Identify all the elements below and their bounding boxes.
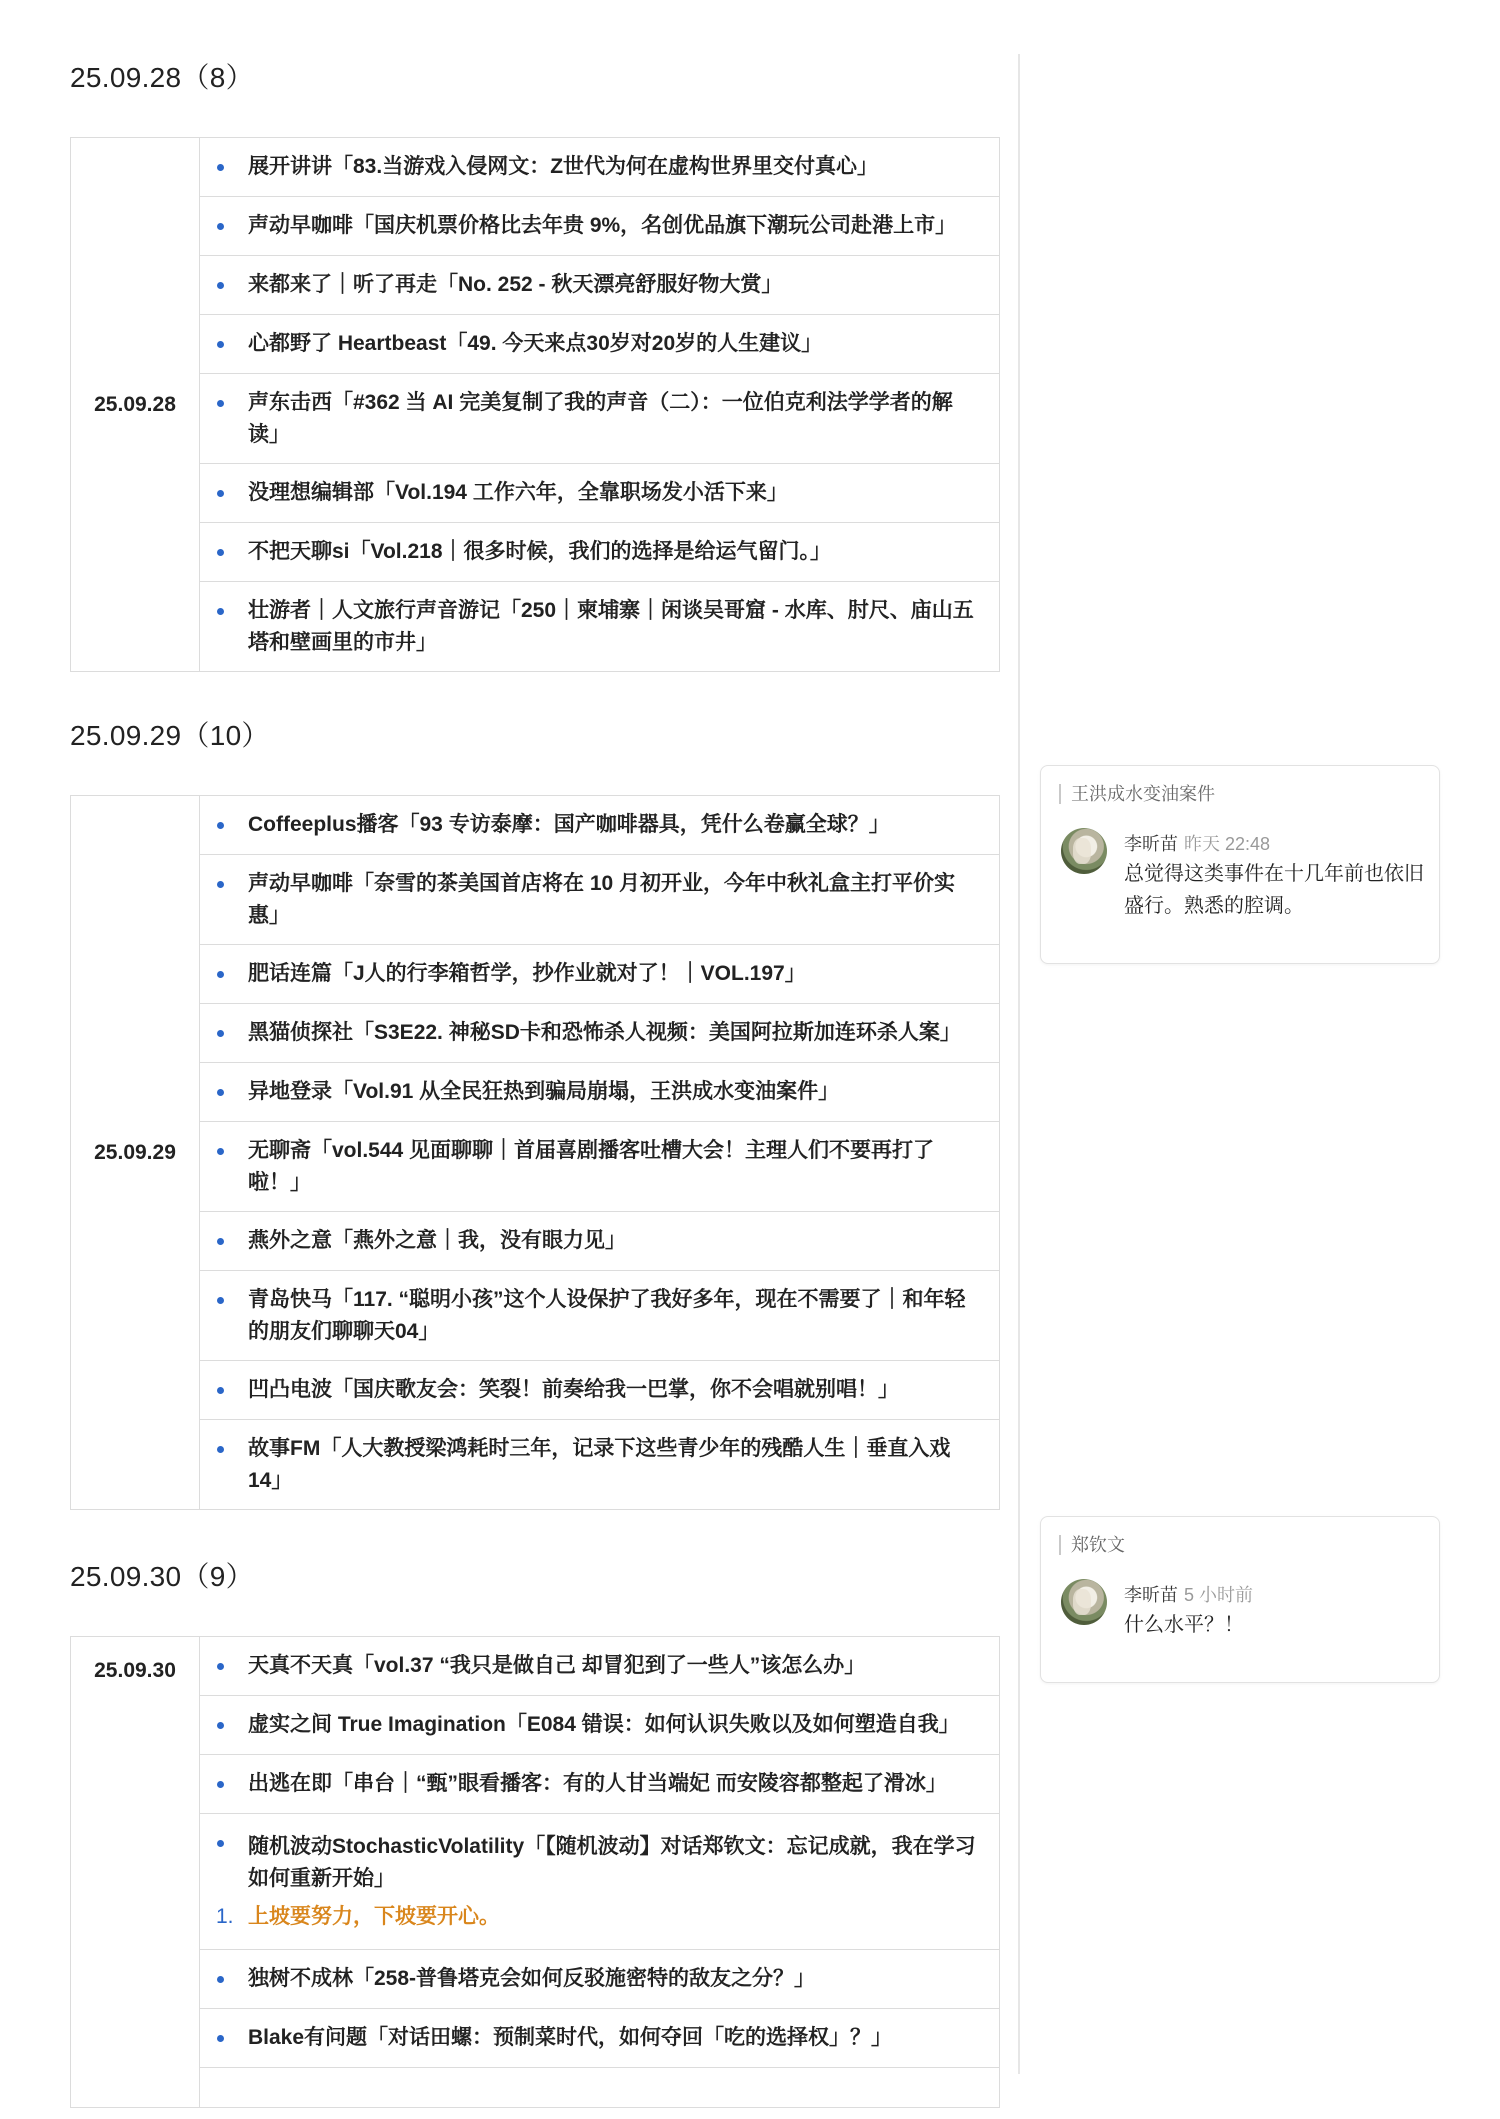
avatar xyxy=(1061,828,1107,874)
bullet-icon xyxy=(217,1387,224,1394)
bullet-icon xyxy=(217,549,224,556)
list-item: 天真不天真「vol.37 “我只是做自己 却冒犯到了一些人”该怎么办」 xyxy=(200,1637,1000,1696)
comment-time: 昨天 22:48 xyxy=(1184,834,1271,854)
note-number: 1. xyxy=(216,1904,234,1928)
list-item-partial xyxy=(200,2068,1000,2108)
bullet-icon xyxy=(217,223,224,230)
comment-author: 李昕苗 5 小时前 xyxy=(1124,1585,1254,1605)
list-item: 心都野了 Heartbeast「49. 今天来点30岁对20岁的人生建议」 xyxy=(200,315,1000,374)
date-cell-0930: 25.09.30 xyxy=(71,1637,200,2108)
bullet-icon xyxy=(217,1976,224,1983)
section-heading-0928: 25.09.28（8） xyxy=(70,62,254,93)
list-item: Coffeeplus播客「93 专访泰摩：国产咖啡器具，凭什么卷赢全球？」 xyxy=(200,796,1000,855)
bullet-icon xyxy=(217,822,224,829)
section-heading-0929: 25.09.29（10） xyxy=(70,720,270,751)
bullet-icon xyxy=(217,1297,224,1304)
bullet-icon xyxy=(217,1089,224,1096)
list-item: 来都来了｜听了再走「No. 252 - 秋天漂亮舒服好物大赏」 xyxy=(200,256,1000,315)
comment-card-2[interactable] xyxy=(1040,1516,1440,1683)
bullet-icon xyxy=(217,1781,224,1788)
comment-text: 总觉得这类事件在十几年前也依旧盛行。熟悉的腔调。 xyxy=(1124,863,1424,917)
list-item: 肥话连篇「J人的行李箱哲学，抄作业就对了！｜VOL.197」 xyxy=(200,945,1000,1004)
list-item: 凹凸电波「国庆歌友会：笑裂！前奏给我一巴掌，你不会唱就别唱！」 xyxy=(200,1361,1000,1420)
list-item: 壮游者｜人文旅行声音游记「250｜柬埔寨｜闲谈吴哥窟 - 水库、肘尺、庙山五塔和壁画里的市井」 xyxy=(200,582,1000,672)
list-item: 独树不成林「258-普鲁塔克会如何反驳施密特的敌友之分？」 xyxy=(200,1950,1000,2009)
ordered-note xyxy=(216,1901,979,1933)
list-item: 随机波动StochasticVolatility「【随机波动】对话郑钦文：忘记成就，我在学习如何重新开始」 1. 上坡要努力，下坡要开心。 xyxy=(200,1814,1000,1950)
comment-text: 什么水平？！ xyxy=(1124,1614,1244,1636)
bullet-icon xyxy=(217,881,224,888)
bullet-icon xyxy=(217,282,224,289)
bullet-icon xyxy=(217,490,224,497)
bullet-icon xyxy=(217,608,224,615)
day-table-0928 xyxy=(70,137,1000,672)
bullet-icon xyxy=(217,2035,224,2042)
list-item: 没理想编辑部「Vol.194 工作六年，全靠职场发小活下来」 xyxy=(200,464,1000,523)
list-item: 异地登录「Vol.91 从全民狂热到骗局崩塌，王洪成水变油案件」 xyxy=(200,1063,1000,1122)
date-cell-0929: 25.09.29 xyxy=(71,796,200,1510)
list-item: 展开讲讲「83.当游戏入侵网文：Z世代为何在虚构世界里交付真心」 xyxy=(200,138,1000,197)
bullet-icon xyxy=(217,1148,224,1155)
bullet-icon xyxy=(217,1030,224,1037)
list-item: 不把天聊si「Vol.218｜很多时候，我们的选择是给运气留门。」 xyxy=(200,523,1000,582)
comment-reference: 郑钦文 xyxy=(1059,1535,1125,1555)
bullet-icon xyxy=(217,1722,224,1729)
comment-reference: 王洪成水变油案件 xyxy=(1059,784,1215,804)
list-item: Blake有问题「对话田螺：预制菜时代，如何夺回「吃的选择权」？」 xyxy=(200,2009,1000,2068)
list-item: 声东击西「#362 当 AI 完美复制了我的声音（二）：一位伯克利法学学者的解读」 xyxy=(200,374,1000,464)
section-heading-0930: 25.09.30（9） xyxy=(70,1561,254,1592)
bullet-icon xyxy=(217,1446,224,1453)
day-table-0930 xyxy=(70,1636,1000,2108)
bullet-icon xyxy=(217,971,224,978)
avatar xyxy=(1061,1579,1107,1625)
list-item: 黑猫侦探社「S3E22. 神秘SD卡和恐怖杀人视频：美国阿拉斯加连环杀人案」 xyxy=(200,1004,1000,1063)
date-cell-0928: 25.09.28 xyxy=(71,138,200,672)
comment-card-1[interactable] xyxy=(1040,765,1440,964)
day-table-0929 xyxy=(70,795,1000,1510)
bullet-icon xyxy=(217,1238,224,1245)
list-item: 虚实之间 True Imagination「E084 错误：如何认识失败以及如何塑造自我」 xyxy=(200,1696,1000,1755)
list-item: 燕外之意「燕外之意｜我，没有眼力见」 xyxy=(200,1212,1000,1271)
list-item: 出逃在即「串台｜“甄”眼看播客：有的人甘当端妃 而安陵容都整起了滑冰」 xyxy=(200,1755,1000,1814)
bullet-icon xyxy=(217,164,224,171)
bullet-icon xyxy=(217,1663,224,1670)
note-text: 上坡要努力，下坡要开心。 xyxy=(248,1904,500,1928)
list-item: 青岛快马「117. “聪明小孩”这个人设保护了我好多年，现在不需要了｜和年轻的朋友们聊聊天04」 xyxy=(200,1271,1000,1361)
list-item: 故事FM「人大教授梁鸿耗时三年，记录下这些青少年的残酷人生｜垂直入戏 14」 xyxy=(200,1420,1000,1510)
bullet-icon xyxy=(217,341,224,348)
list-item: 声动早咖啡「国庆机票价格比去年贵 9%，名创优品旗下潮玩公司赴港上市」 xyxy=(200,197,1000,256)
list-item: 声动早咖啡「奈雪的茶美国首店将在 10 月初开业，今年中秋礼盒主打平价实惠」 xyxy=(200,855,1000,945)
bullet-icon xyxy=(217,1840,224,1847)
comment-time: 5 小时前 xyxy=(1184,1585,1254,1605)
comments-divider xyxy=(1018,54,1020,2074)
list-item: 无聊斋「vol.544 见面聊聊｜首届喜剧播客吐槽大会！主理人们不要再打了啦！」 xyxy=(200,1122,1000,1212)
comment-author: 李昕苗 昨天 22:48 xyxy=(1124,834,1271,854)
bullet-icon xyxy=(217,400,224,407)
